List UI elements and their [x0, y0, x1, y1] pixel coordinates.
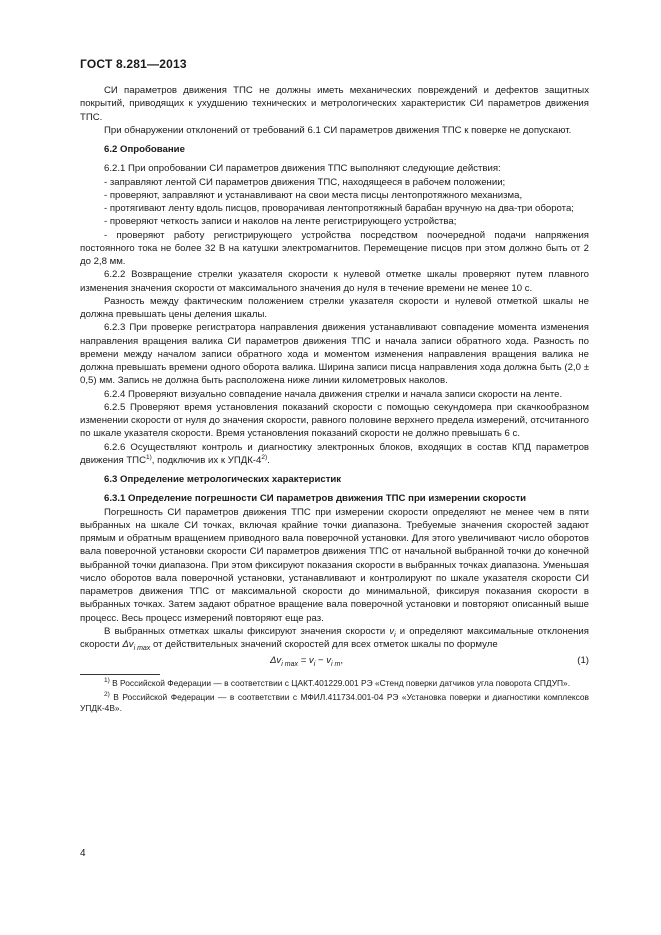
clause-6-2-4: 6.2.4 Проверяют визуально совпадение начала движения стрелки и начала записи скорости на ленте.	[104, 388, 563, 400]
clause-6-2-6-text-b: , подключив их к УПДК-4	[151, 454, 262, 466]
clause-6-3-1-procedure: Погрешность СИ параметров движения ТПС при измерении скорости определяют не менее чем в пяти выбранных на шкале СИ точках, включая крайние точки диапазона. Требуемые значения скоростей задают прямым и обратным вращением приводного вала поверочной установки. Для этого увеличивают число оборотов вала поверочной установки скорости СИ параметров движения ТПС от начальной выбранной точки до конечной выбранной точки диапазона. При этом фиксируют показания скорости в выбранных точках диапазона. Уменьшая число оборотов вала поверочной установки, устанавливают и контролируют по шкале указателя скорости СИ параметров движения ТПС от максимальной скорости до минимальной, фиксируя показания скорости в выбранных точках. Затем задают обратное вращение вала поверочной установки и повторяют описанный выше процесс. Весь процесс измерений повторяют еще раз.	[80, 506, 589, 624]
list-item: - проверяют работу регистрирующего устройства посредством поочередной подачи напряжения постоянного тока не более 32 В на катушки электромагнитов. Перемещение писцов при этом должно быть от 2 до 2,8 мм.	[80, 229, 589, 267]
clause-6-2-1-intro: 6.2.1 При опробовании СИ параметров движения ТПС выполняют следующие действия:	[104, 163, 501, 175]
footnote-2: $^{2)}$ В Российской Федерации — в соответствии с МФИЛ.411734.001-04 РЭ «Установка поверки и диагностики комплексов УПДК-4В».	[80, 690, 589, 714]
page-number: 4	[80, 848, 86, 859]
clause-6-2-3: 6.2.3 При проверке регистратора направления движения устанавливают совпадение момента изменения направления вращения валика СИ параметров движения ТПС и начала записи обратного хода. Разность по времени между началом записи обратного хода и моментом изменения направления вращения валика не должна превышать времени одного оборота валика. Ширина записи писца направления хода должна быть (2,0 ± 0,5) мм. Запись не должна быть расположена ниже линии километровых наколов.	[80, 322, 589, 387]
formula-1	[80, 654, 589, 668]
list-item: - протягивают ленту вдоль писцов, проворачивая лентопротяжный барабан вручную на два-три оборота;	[104, 203, 574, 214]
clause-6-2-6-text: 6.2.6 Осуществляют контроль и диагностику электронных блоков, входящих в состав КПД параметров движения ТПС	[80, 441, 589, 466]
paragraph-visual-requirements: СИ параметров движения ТПС не должны иметь механических повреждений и дефектов защитных покрытий, приводящих к ухудшению технических и метрологических характеристик СИ параметров движения ТПС.	[80, 85, 589, 123]
clause-6-2-2: 6.2.2 Возвращение стрелки указателя скорости к нулевой отметке шкалы проверяют путем плавного изменения значения скорости от максимального значения до нуля в течение времени не менее 10 с.	[80, 269, 589, 294]
footnote-separator	[80, 674, 160, 675]
clause-6-2-5: 6.2.5 Проверяют время установления показаний скорости с помощью секундомера при скачкообразном изменении скорости от нуля до значения скорости, равного половине верхнего предела измерений, отсчитанного по шкале указателя скорости. Время установления показаний скорости не должно превышать 6 с.	[80, 401, 589, 440]
page-body	[80, 84, 589, 717]
list-item: - заправляют лентой СИ параметров движения ТПС, находящееся в рабочем положении;	[104, 176, 506, 188]
clause-6-3-1-heading: 6.3.1 Определение погрешности СИ параметров движения ТПС при измерении скорости	[104, 493, 527, 505]
section-6-2-heading: 6.2 Опробование	[104, 144, 185, 155]
clause-6-2-2-tolerance: Разность между фактическим положением стрелки указателя скорости и нулевой отметкой шкалы не должна превышать цены деления шкалы.	[80, 295, 589, 320]
list-item: - проверяют, заправляют и устанавливают на свои места писцы лентопротяжного механизма,	[104, 189, 523, 201]
footnote-ref-1: 1)	[146, 453, 152, 461]
clause-6-3-1-formula-intro: В выбранных отметках шкалы фиксируют значения скорости $v_i$ и определяют максимальные отклонения скорости $\Delta v_{i max}$ от действительных значений скоростей для всех отметок шкалы по формуле	[80, 625, 589, 652]
formula-number: (1)	[577, 655, 589, 667]
footnote-ref-2: 2)	[261, 453, 268, 461]
section-6-3-heading: 6.3 Определение метрологических характеристик	[104, 474, 342, 485]
document-header: ГОСТ 8.281—2013	[80, 57, 187, 71]
clause-6-2-6-end: .	[267, 454, 270, 466]
footnote-1: $^{1)}$ В Российской Федерации — в соответствии с ЦАКТ.401229.001 РЭ «Стенд поверки датчиков угла поворота СПДУП».	[104, 677, 571, 689]
list-item: - проверяют четкость записи и наколов на ленте регистрирующего устройства;	[104, 216, 457, 228]
formula-expression: $\Delta v_{i max} = v_i - v_{i т}$,	[270, 655, 344, 669]
paragraph-deviations: При обнаружении отклонений от требований 6.1 СИ параметров движения ТПС к поверке не допускают.	[104, 124, 572, 136]
clause-6-2-6	[80, 441, 589, 468]
